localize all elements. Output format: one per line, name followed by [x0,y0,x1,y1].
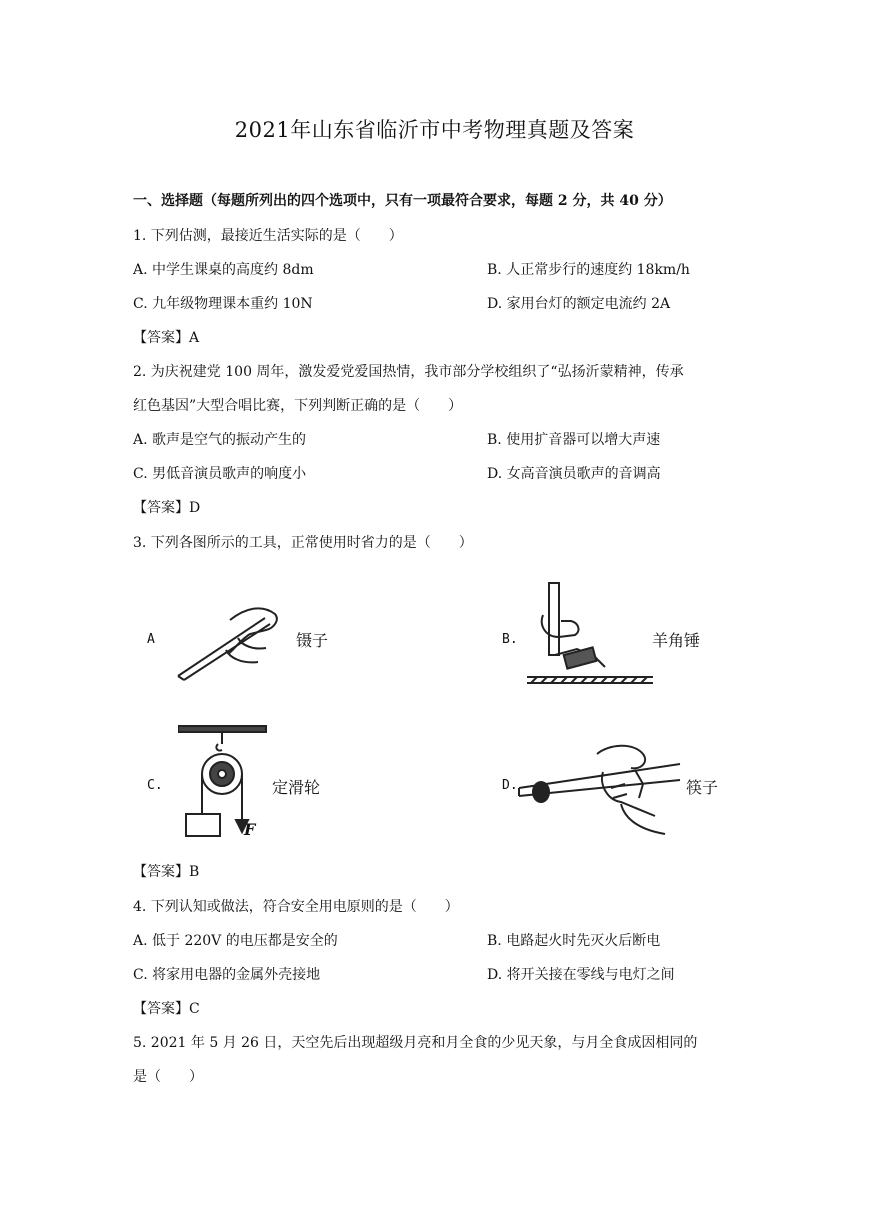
question-4-stem: 4. 下列认知或做法，符合安全用电原则的是（ ） [133,899,459,915]
q4-option-b: B. 电路起火时先灭火后断电 [487,933,661,949]
q2-option-c: C. 男低音演员歌声的响度小 [133,466,307,482]
q4-option-a: A. 低于 220V 的电压都是安全的 [133,933,338,949]
figure-chopsticks [515,744,685,839]
figure-a-name: 镊子 [296,631,329,650]
figure-b-label: B. [502,632,518,647]
tweezers-icon [178,608,277,680]
question-2-stem-line2: 红色基因”大型合唱比赛，下列判断正确的是（ ） [133,398,463,414]
q2-answer: 【答案】D [133,500,201,516]
q4-option-c: C. 将家用电器的金属外壳接地 [133,967,321,983]
question-1-stem: 1. 下列估测，最接近生活实际的是（ ） [133,228,403,244]
page-title: 2021年山东省临沂市中考物理真题及答案 [234,118,635,142]
q3-answer: 【答案】B [133,864,200,880]
figure-tweezers [170,600,290,685]
question-2-stem-line1: 2. 为庆祝建党 100 周年，激发爱党爱国热情，我市部分学校组织了“弘扬沂蒙精神，传承 [133,364,684,380]
chopsticks-icon [519,746,680,834]
figure-c-name: 定滑轮 [272,778,321,797]
figure-b-name: 羊角锤 [652,631,701,650]
q2-option-b: B. 使用扩音器可以增大声速 [487,432,661,448]
q2-option-d: D. 女高音演员歌声的音调高 [487,466,661,482]
figure-d-label: D. [502,778,518,793]
section-heading: 一、选择题（每题所列出的四个选项中，只有一项最符合要求，每题 2 分，共 40 分） [133,193,672,209]
figure-claw-hammer [525,577,655,692]
figure-d-name: 筷子 [686,778,719,797]
question-5-stem-line2: 是（ ） [133,1069,203,1085]
figure-c-label: C. [147,778,163,793]
question-3-stem: 3. 下列各图所示的工具，正常使用时省力的是（ ） [133,535,473,551]
q2-option-a: A. 歌声是空气的振动产生的 [133,432,307,448]
q4-answer: 【答案】C [133,1001,200,1017]
claw-hammer-icon [527,583,653,683]
q1-option-a: A. 中学生课桌的高度约 8dm [133,262,314,278]
figure-c-force-label: F [244,820,256,839]
figure-a-label: A [147,632,155,647]
q1-option-c: C. 九年级物理课本重约 10N [133,296,313,312]
q4-option-d: D. 将开关接在零线与电灯之间 [487,967,675,983]
q1-answer: 【答案】A [133,330,200,346]
q1-option-d: D. 家用台灯的额定电流约 2A [487,296,671,312]
question-5-stem-line1: 5. 2021 年 5 月 26 日，天空先后出现超级月亮和月全食的少见天象，与月全食成因相同的 [133,1035,698,1051]
q1-option-b: B. 人正常步行的速度约 18km/h [487,262,690,278]
